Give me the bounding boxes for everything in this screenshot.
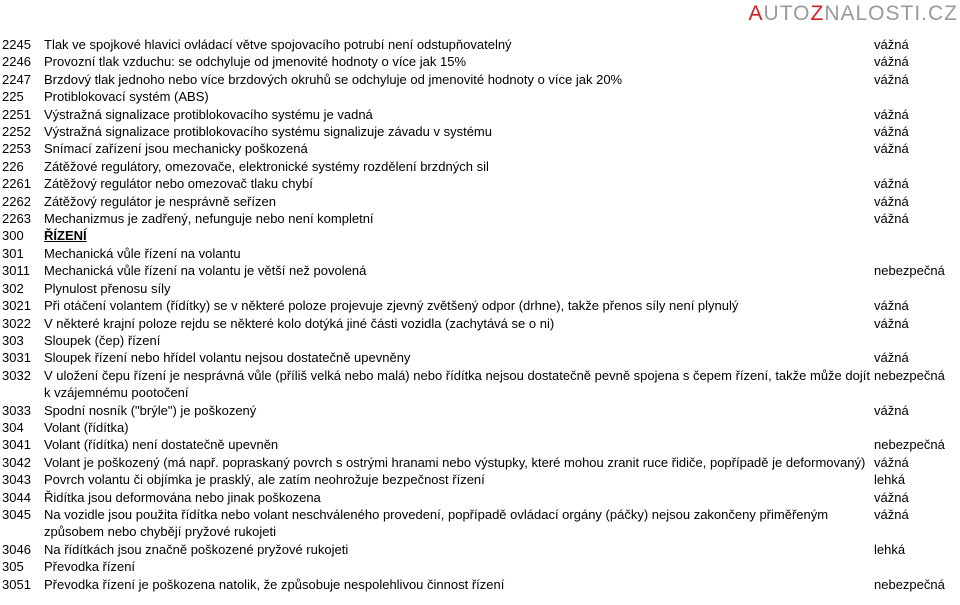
- defect-code: 3051: [2, 576, 31, 592]
- site-logo: AUTOZNALOSTI.CZ: [748, 2, 958, 25]
- severity-label: vážná: [874, 54, 909, 70]
- defect-code: 3033: [2, 402, 31, 418]
- severity-label: nebezpečná: [874, 437, 945, 453]
- defect-description: V uložení čepu řízení je nesprávná vůle (příliš velká nebo malá) nebo řídítka nejsou dostatečně pevně spojena s čepem řízení, takže může dojít k vzájemnému pootočení: [44, 367, 870, 401]
- defect-description: Výstražná signalizace protiblokovacího systému signalizuje závadu v systému: [44, 124, 492, 140]
- defect-row: [0, 175, 960, 192]
- defect-row: [0, 419, 960, 436]
- severity-label: vážná: [874, 71, 909, 87]
- defect-description: Sloupek řízení nebo hřídel volantu nejsou dostatečně upevněny: [44, 350, 411, 366]
- severity-label: nebezpečná: [874, 263, 945, 279]
- defect-description: Mechanická vůle řízení na volantu: [44, 245, 241, 261]
- defect-code: 3042: [2, 454, 31, 470]
- defect-code: 305: [2, 559, 24, 575]
- severity-label: vážná: [874, 350, 909, 366]
- defect-code: 300: [2, 228, 24, 244]
- defect-code: 3021: [2, 298, 31, 314]
- severity-label: lehká: [874, 472, 906, 488]
- defect-description: Brzdový tlak jednoho nebo více brzdových okruhů se odchyluje od jmenovité hodnoty o více jak 20%: [44, 71, 623, 87]
- severity-label: vážná: [874, 124, 909, 140]
- defect-description: Snímací zařízení jsou mechanicky poškozená: [44, 141, 308, 157]
- defect-description: Výstražná signalizace protiblokovacího systému je vadná: [44, 106, 373, 122]
- severity-label: vážná: [874, 193, 909, 209]
- defect-description: Zátěžový regulátor je nesprávně seřízen: [44, 193, 276, 209]
- defect-code: 2252: [2, 124, 31, 140]
- defect-row: [0, 436, 960, 453]
- defect-description: Volant (řídítka): [44, 419, 129, 435]
- defect-description: Tlak ve spojkové hlavici ovládací větve spojovacího potrubí není odstupňovatelný: [44, 37, 512, 52]
- defect-row: [0, 123, 960, 140]
- defect-code: 3045: [2, 506, 31, 522]
- defect-code: 3031: [2, 350, 31, 366]
- defect-code: 2261: [2, 176, 31, 192]
- defect-description: Při otáčení volantem (řídítky) se v některé poloze projevuje zjevný zvětšený odpor (drhne), takže přenos síly není plynulý: [44, 298, 739, 314]
- defect-description: Provozní tlak vzduchu: se odchyluje od jmenovité hodnoty o více jak 15%: [44, 54, 467, 70]
- defect-code: 2245: [2, 37, 31, 52]
- severity-label: vážná: [874, 106, 909, 122]
- defect-description: Protiblokovací systém (ABS): [44, 89, 209, 105]
- defect-row: [0, 471, 960, 488]
- defect-description: Zátěžové regulátory, omezovače, elektronické systémy rozdělení brzdných sil: [44, 158, 489, 174]
- defect-code: 3032: [2, 367, 31, 383]
- defect-description: Sloupek (čep) řízení: [44, 332, 161, 348]
- defect-row: [0, 193, 960, 210]
- defect-row: [0, 332, 960, 349]
- defect-description: Volant (řídítka) není dostatečně upevněn: [44, 437, 279, 453]
- defect-row: [0, 367, 960, 402]
- defect-code: 3046: [2, 541, 31, 557]
- defect-row: [0, 53, 960, 70]
- defect-row: [0, 541, 960, 558]
- defect-row: [0, 506, 960, 541]
- defect-code: 3022: [2, 315, 31, 331]
- defect-code: 3044: [2, 489, 31, 505]
- defect-code: 226: [2, 158, 24, 174]
- defect-description: Na vozidle jsou použita řídítka nebo volant neschváleného provedení, popřípadě ovládací orgány (páčky) nejsou zakončeny přiměřeným způsobem nebo chybějí pryžové rukojeti: [44, 506, 829, 540]
- severity-label: vážná: [874, 315, 909, 331]
- severity-label: vážná: [874, 298, 909, 314]
- defect-code: 302: [2, 280, 24, 296]
- severity-label: lehká: [874, 541, 906, 557]
- defect-code: 2263: [2, 211, 31, 227]
- defect-row: [0, 227, 960, 244]
- severity-label: vážná: [874, 176, 909, 192]
- section-heading-text: ŘÍZENÍ: [44, 228, 87, 244]
- defect-description: Převodka řízení je poškozena natolik, že způsobuje nespolehlivou činnost řízení: [44, 576, 505, 592]
- defect-row: [0, 315, 960, 332]
- defect-code: 2247: [2, 71, 31, 87]
- defect-code: 2253: [2, 141, 31, 157]
- severity-label: nebezpečná: [874, 576, 945, 592]
- defect-row: [0, 88, 960, 105]
- defect-row: [0, 402, 960, 419]
- defect-row: [0, 245, 960, 262]
- severity-label: vážná: [874, 489, 909, 505]
- defect-code: 303: [2, 332, 24, 348]
- severity-label: vážná: [874, 211, 909, 227]
- defect-row: [0, 280, 960, 297]
- defect-description: Plynulost přenosu síly: [44, 280, 171, 296]
- defect-description: Mechanizmus je zadřený, nefunguje nebo není kompletní: [44, 211, 374, 227]
- severity-label: vážná: [874, 141, 909, 157]
- defect-row: [0, 36, 960, 53]
- defect-code: 3043: [2, 472, 31, 488]
- defect-code: 2251: [2, 106, 31, 122]
- severity-label: vážná: [874, 454, 909, 470]
- defect-description: Zátěžový regulátor nebo omezovač tlaku chybí: [44, 176, 313, 192]
- defect-row: [0, 489, 960, 506]
- defect-description: Volant je poškozený (má např. popraskaný povrch s ostrými hranami nebo výstupky, které mohou zranit ruce řidiče, popřípadě je deformovaný): [44, 454, 866, 470]
- defect-code: 2262: [2, 193, 31, 209]
- defect-description: Převodka řízení: [44, 559, 136, 575]
- severity-label: nebezpečná: [874, 367, 945, 383]
- defect-row: [0, 558, 960, 575]
- defect-code: 3041: [2, 437, 31, 453]
- severity-label: vážná: [874, 506, 909, 522]
- defect-row: [0, 576, 960, 593]
- defect-description: V některé krajní poloze rejdu se některé kolo dotýká jiné části vozidla (zachytává se o ni): [44, 315, 555, 331]
- defect-code: 304: [2, 419, 24, 435]
- defect-row: [0, 158, 960, 175]
- defect-description: Spodní nosník ("brýle") je poškozený: [44, 402, 257, 418]
- defect-row: [0, 297, 960, 314]
- defect-row: [0, 210, 960, 227]
- defect-row: [0, 106, 960, 123]
- severity-label: vážná: [874, 37, 909, 52]
- defect-code: 3011: [2, 263, 30, 279]
- defect-code: 301: [2, 245, 24, 261]
- defect-list: [0, 36, 960, 593]
- defect-row: [0, 349, 960, 366]
- defect-description: Na řídítkách jsou značně poškozené pryžové rukojeti: [44, 541, 349, 557]
- defect-code: 225: [2, 89, 24, 105]
- defect-row: [0, 140, 960, 157]
- defect-row: [0, 454, 960, 471]
- defect-description: Řidítka jsou deformována nebo jinak poškozena: [44, 489, 321, 505]
- defect-description: Povrch volantu či objímka je prasklý, ale zatím neohrožuje bezpečnost řízení: [44, 472, 485, 488]
- defect-row: [0, 71, 960, 88]
- defect-row: [0, 262, 960, 279]
- severity-label: vážná: [874, 402, 909, 418]
- defect-code: 2246: [2, 54, 31, 70]
- section-heading: [44, 227, 874, 244]
- defect-description: Mechanická vůle řízení na volantu je větší než povolená: [44, 263, 367, 279]
